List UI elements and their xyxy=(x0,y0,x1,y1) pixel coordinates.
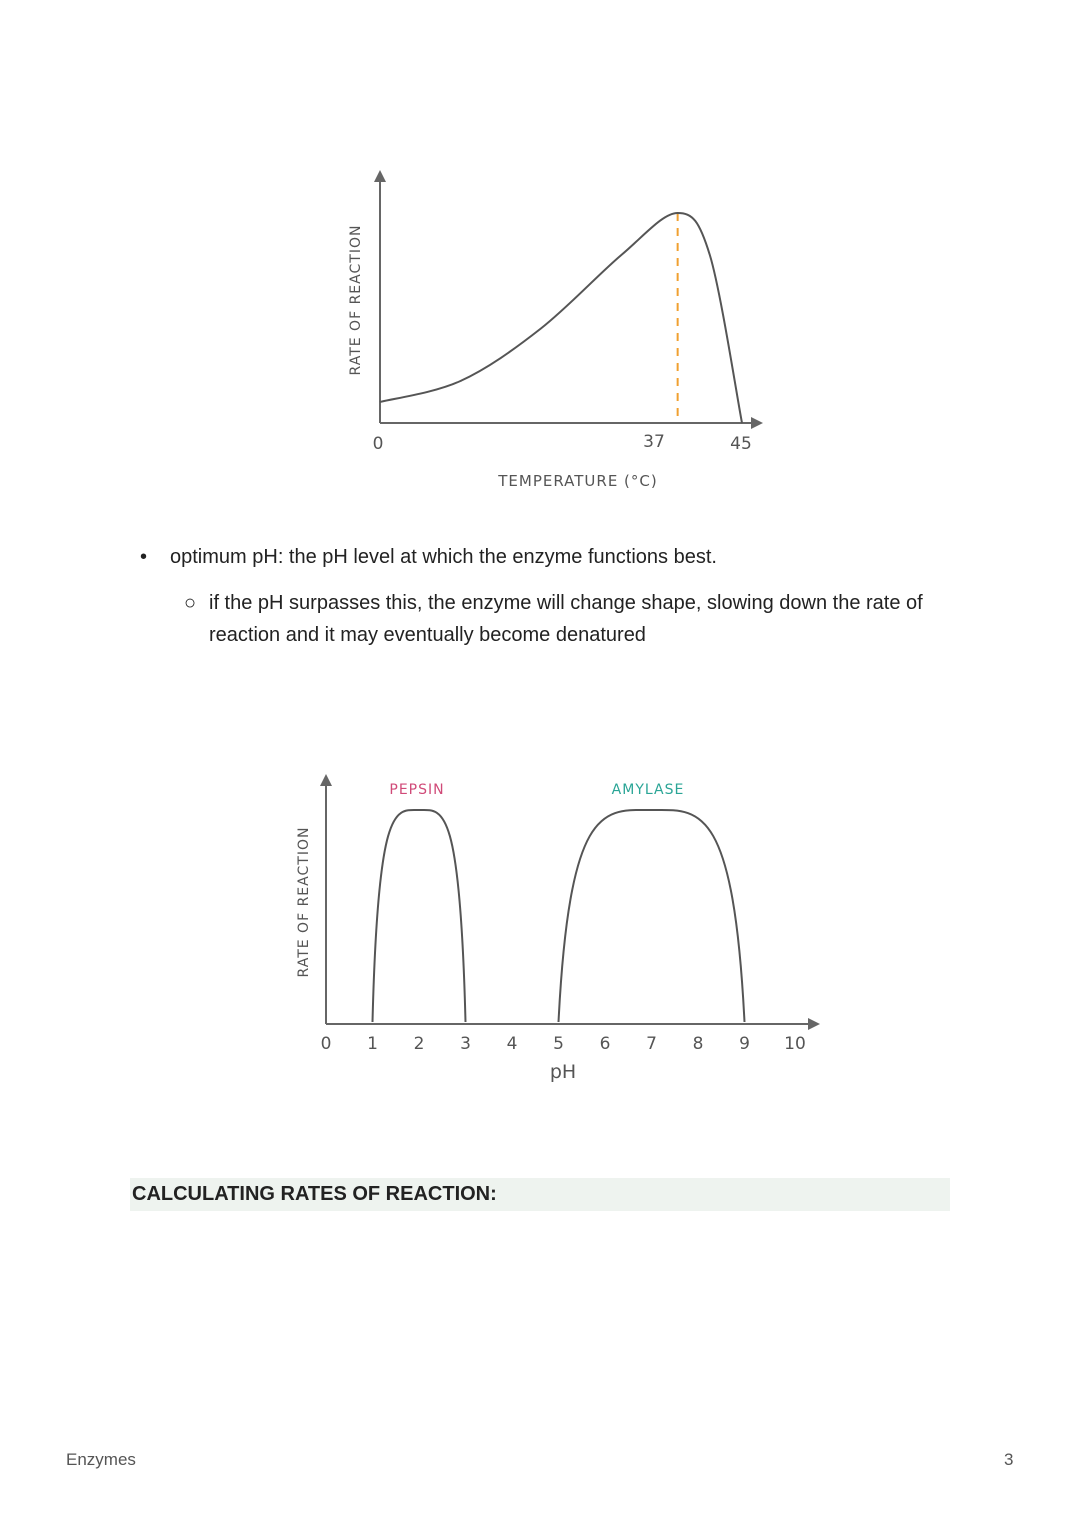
ph-tick-6: 6 xyxy=(599,1034,611,1054)
pepsin-curve xyxy=(373,810,466,1022)
ph-tick-labels xyxy=(321,1034,806,1054)
ph-tick-2: 2 xyxy=(413,1034,425,1054)
page-number: 3 xyxy=(1004,1450,1014,1469)
bullet-main xyxy=(140,541,1000,573)
ph-x-label: pH xyxy=(549,1061,577,1083)
bullet-main-text: optimum pH: the pH level at which the enzyme functions best. xyxy=(170,546,717,568)
ph-tick-10: 10 xyxy=(784,1034,806,1054)
temp-x-label: TEMPERATURE (°C) xyxy=(498,472,658,490)
ph-tick-7: 7 xyxy=(646,1034,657,1054)
bullet-sub xyxy=(184,587,944,651)
ph-tick-3: 3 xyxy=(460,1034,471,1054)
temp-activity-curve xyxy=(380,213,742,423)
ph-tick-0: 0 xyxy=(320,1034,332,1054)
temp-y-label: RATE OF REACTION xyxy=(348,224,364,376)
ph-y-arrow xyxy=(320,774,332,786)
ph-tick-8: 8 xyxy=(692,1034,704,1054)
amylase-label: AMYLASE xyxy=(611,782,685,798)
temp-x-arrow xyxy=(751,417,763,429)
ph-tick-1: 1 xyxy=(367,1034,378,1054)
temp-tick-0: 0 xyxy=(372,434,384,454)
section-heading: CALCULATING RATES OF REACTION: xyxy=(130,1178,950,1211)
amylase-curve xyxy=(559,810,745,1022)
temperature-chart xyxy=(330,160,790,500)
ph-tick-5: 5 xyxy=(553,1034,564,1054)
ph-x-arrow xyxy=(808,1018,820,1030)
pepsin-label: PEPSIN xyxy=(389,782,445,798)
temp-y-arrow xyxy=(374,170,386,182)
ph-chart xyxy=(280,760,840,1100)
ph-tick-9: 9 xyxy=(739,1034,750,1054)
temp-tick-37: 37 xyxy=(643,432,665,452)
footer-title: Enzymes xyxy=(66,1450,136,1469)
ph-tick-4: 4 xyxy=(506,1034,518,1054)
bullet-circle-icon: ○ xyxy=(184,592,197,614)
ph-y-label: RATE OF REACTION xyxy=(296,826,312,978)
bullet-dot-icon: • xyxy=(140,546,148,568)
temp-tick-45: 45 xyxy=(730,434,752,454)
bullet-sub-text: if the pH surpasses this, the enzyme will change shape, slowing down the rate of reaction and it may eventually become denatured xyxy=(209,592,923,646)
